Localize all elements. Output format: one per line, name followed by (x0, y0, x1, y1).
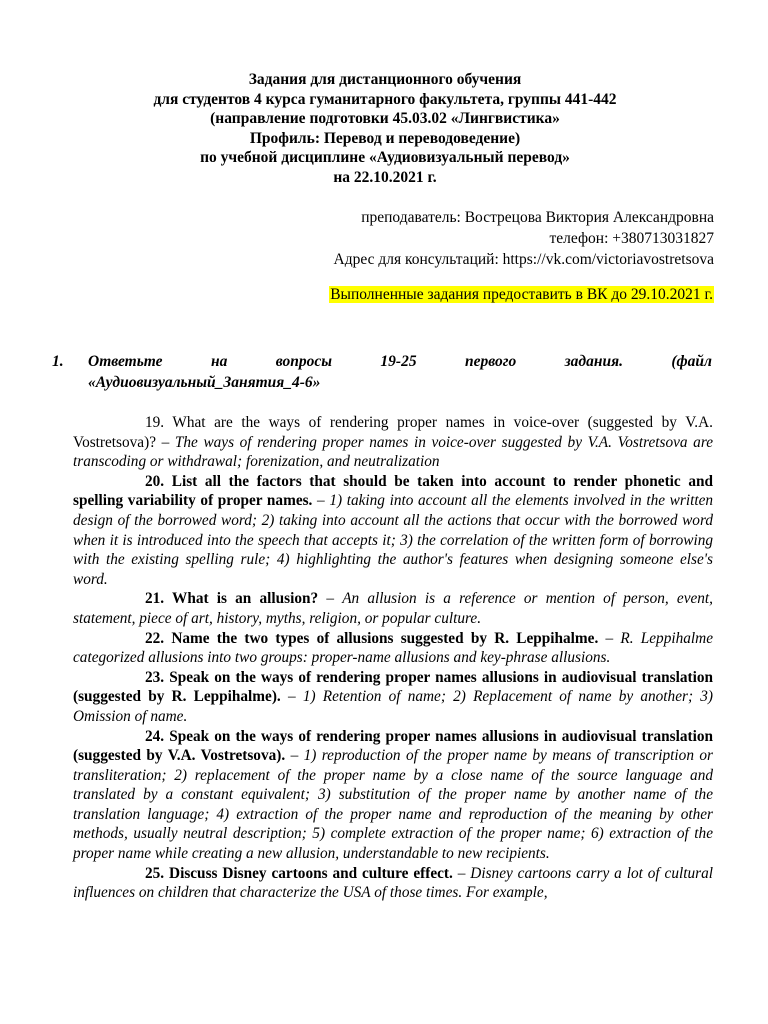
question-item (73, 727, 713, 864)
question-item (73, 589, 713, 628)
answer-dash: – (285, 747, 304, 765)
question-text: 24. Speak on the ways of rendering proper names allusions in audiovisual translation (suggested by V.A. Vostretsova). (73, 727, 713, 765)
task-heading-line1 (88, 352, 712, 372)
answer-dash: – (280, 688, 303, 706)
teacher-phone: телефон: +380713031827 (549, 230, 714, 247)
question-item (73, 668, 713, 727)
question-item (73, 472, 713, 590)
question-item (73, 629, 713, 668)
question-text: 25. Discuss Disney cartoons and culture effect. (145, 864, 453, 882)
task-word: задания. (564, 353, 623, 370)
answer-dash: – (452, 864, 471, 882)
task-word: вопросы (275, 353, 332, 370)
contact-block (74, 207, 714, 270)
answer-dash: – (155, 433, 175, 451)
task-word: на (210, 353, 228, 370)
document-header (60, 70, 710, 187)
question-text: 21. What is an allusion? (145, 590, 319, 608)
question-text: 20. List all the factors that should be taken into account to render phonetic and spelling variability of proper names. (73, 472, 713, 510)
header-line: для студентов 4 курса гуманитарного факультета, группы 441-442 (153, 90, 617, 108)
answer-dash: – (598, 629, 621, 647)
header-line: Задания для дистанционного обучения (248, 71, 522, 88)
deadline-notice (329, 285, 714, 305)
answer-text: Disney cartoons carry a lot of cultural influences on children that characterize the USA of those times. For example, (73, 864, 713, 902)
deadline-highlight: Выполненные задания предоставить в ВК до 29.10.2021 г. (330, 286, 713, 303)
answer-dash: – (312, 492, 330, 510)
answer-text: 1) taking into account all the elements involved in the written design of the borrowed word; 2) taking into account all the actions that occur with the borrowed word when it is introduced into the speech that accepts it; 3) the correlation of the written form of borrowing with the existing spelling rule; 4) highlighting the author's features when designing someone else's word. (73, 492, 714, 588)
task-word: первого (465, 353, 517, 370)
task-heading-line2: «Аудиовизуальный_Занятия_4-6» (88, 374, 321, 391)
task-number: 1. (52, 353, 64, 370)
consultation-address: Адрес для консультаций: https://vk.com/victoriavostretsova (333, 251, 714, 268)
answer-text: R. Leppihalme categorized allusions into two groups: proper-name allusions and key-phrase allusions. (73, 629, 713, 667)
answer-text: 1) Retention of name; 2) Replacement of name by another; 3) Omission of name. (73, 688, 713, 725)
header-line: (направление подготовки 45.03.02 «Лингвистика» (210, 110, 560, 127)
header-line: по учебной дисциплине «Аудиовизуальный перевод» (200, 149, 570, 166)
questions-list (73, 413, 713, 903)
question-item (73, 413, 713, 472)
question-text: 23. Speak on the ways of rendering proper names allusions in audiovisual translation (suggested by R. Leppihalme). (73, 668, 713, 706)
task-word: Ответьте (88, 353, 163, 370)
header-line: Профиль: Перевод и переводоведение) (249, 129, 521, 147)
answer-dash: – (318, 590, 343, 608)
question-text: 22. Name the two types of allusions suggested by R. Leppihalme. (145, 629, 599, 647)
header-line: на 22.10.2021 г. (333, 168, 437, 186)
answer-text: The ways of rendering proper names in voice-over suggested by V.A. Vostretsova are transcoding or withdrawal; forenization, and neutralization (73, 433, 714, 471)
answer-text: 1) reproduction of the proper name by means of transcription or transliteration; 2) replacement of the proper name by a close name of the source language and translated by a constant equivalent; 3) substitution of the proper name by another name of the translation language; 4) extraction of the proper name and reproduction of the meaning by other methods, usually neutral description; 5) complete extraction of the proper name; 6) extraction of the proper name while creating a new allusion, understandable to new recipients. (73, 747, 713, 863)
teacher-name: преподаватель: Вострецова Виктория Александровна (361, 209, 714, 226)
task-word: (файл (671, 353, 712, 370)
answer-text: An allusion is a reference or mention of person, event, statement, piece of art, history, myths, religion, or popular culture. (73, 590, 713, 627)
question-item (73, 864, 713, 903)
question-text: 19. What are the ways of rendering proper names in voice-over (suggested by V.A. Vostretsova)? (73, 414, 713, 451)
task-word: 19-25 (380, 353, 417, 370)
